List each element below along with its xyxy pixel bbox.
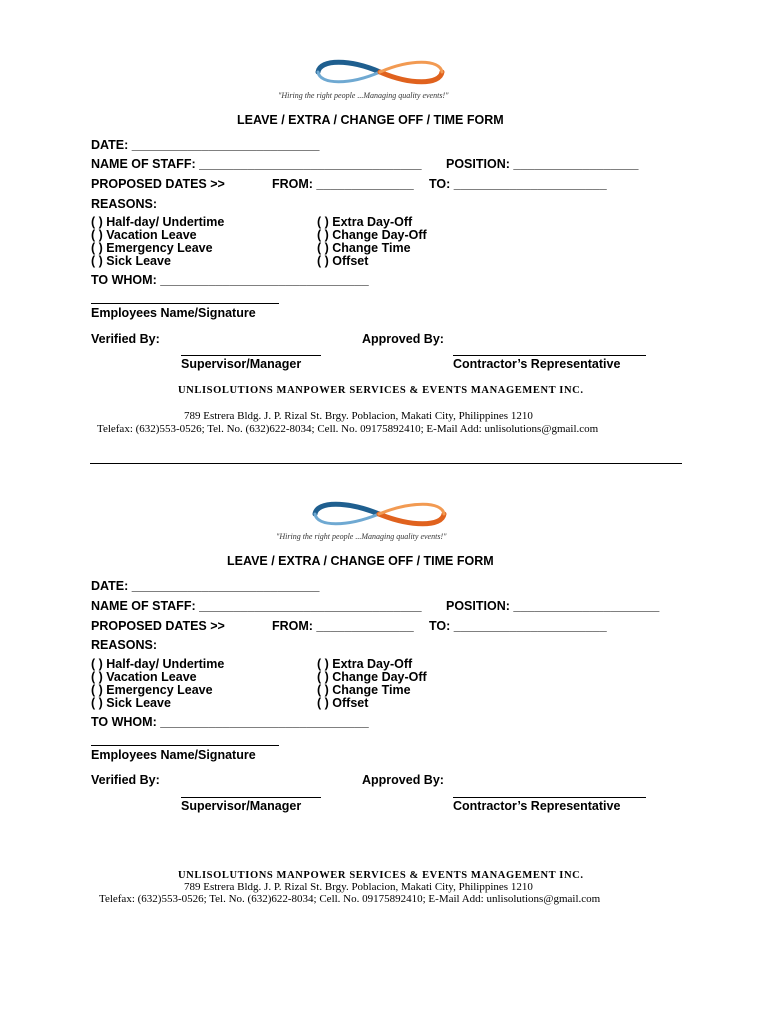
from-field[interactable]: FROM: ______________: [272, 619, 414, 633]
employee-signature-line[interactable]: [91, 303, 279, 304]
supervisor-signature-line[interactable]: [181, 355, 321, 356]
supervisor-label: Supervisor/Manager: [181, 799, 302, 813]
employee-signature-line[interactable]: [91, 745, 279, 746]
verified-by-label: Verified By:: [91, 773, 160, 787]
from-field[interactable]: FROM: ______________: [272, 177, 414, 191]
supervisor-signature-line[interactable]: [181, 797, 321, 798]
proposed-dates-label: PROPOSED DATES >>: [91, 619, 225, 633]
reason-checkbox-sick[interactable]: ( ) Sick Leave: [91, 696, 171, 710]
form-title: LEAVE / EXTRA / CHANGE OFF / TIME FORM: [227, 554, 494, 568]
name-of-staff-field[interactable]: NAME OF STAFF: ________________________________: [91, 157, 422, 171]
to-whom-field[interactable]: TO WHOM: ______________________________: [91, 273, 369, 287]
employee-signature-label: Employees Name/Signature: [91, 748, 256, 762]
tagline: "Hiring the right people ...Managing quality events!": [278, 91, 449, 100]
reason-checkbox-emergency[interactable]: ( ) Emergency Leave: [91, 241, 213, 255]
reason-checkbox-extra-dayoff[interactable]: ( ) Extra Day-Off: [317, 657, 413, 671]
reason-checkbox-extra-dayoff[interactable]: ( ) Extra Day-Off: [317, 215, 413, 229]
reason-checkbox-change-dayoff[interactable]: ( ) Change Day-Off: [317, 228, 427, 242]
reasons-label: REASONS:: [91, 638, 157, 652]
contractor-signature-line[interactable]: [453, 797, 646, 798]
position-field[interactable]: POSITION: __________________: [446, 157, 639, 171]
contractor-signature-line[interactable]: [453, 355, 646, 356]
approved-by-label: Approved By:: [362, 773, 444, 787]
company-contact: Telefax: (632)553-0526; Tel. No. (632)622-8034; Cell. No. 09175892410; E-Mail Add: unlisolutions@gmail.com: [99, 893, 601, 905]
proposed-dates-label: PROPOSED DATES >>: [91, 177, 225, 191]
leave-form-bottom: [0, 442, 770, 905]
verified-by-label: Verified By:: [91, 332, 160, 346]
contractor-label: Contractor’s Representative: [453, 799, 621, 813]
leave-form-top: [0, 0, 770, 460]
to-field[interactable]: TO: ______________________: [429, 619, 607, 633]
company-address: 789 Estrera Bldg. J. P. Rizal St. Brgy. Poblacion, Makati City, Philippines 1210: [184, 410, 533, 422]
reason-checkbox-sick[interactable]: ( ) Sick Leave: [91, 254, 171, 268]
to-field[interactable]: TO: ______________________: [429, 177, 607, 191]
reason-checkbox-offset[interactable]: ( ) Offset: [317, 696, 369, 710]
company-address: 789 Estrera Bldg. J. P. Rizal St. Brgy. Poblacion, Makati City, Philippines 1210: [184, 881, 533, 893]
reason-checkbox-change-dayoff[interactable]: ( ) Change Day-Off: [317, 670, 427, 684]
to-whom-field[interactable]: TO WHOM: ______________________________: [91, 715, 369, 729]
date-field[interactable]: DATE: ___________________________: [91, 579, 320, 593]
employee-signature-label: Employees Name/Signature: [91, 306, 256, 320]
tagline: "Hiring the right people ...Managing quality events!": [276, 532, 447, 541]
reason-checkbox-halfday[interactable]: ( ) Half-day/ Undertime: [91, 657, 225, 671]
reason-checkbox-change-time[interactable]: ( ) Change Time: [317, 241, 411, 255]
position-field[interactable]: POSITION: _____________________: [446, 599, 660, 613]
company-logo-icon: [307, 497, 452, 531]
reason-checkbox-change-time[interactable]: ( ) Change Time: [317, 683, 411, 697]
company-name: UNLISOLUTIONS MANPOWER SERVICES & EVENTS MANAGEMENT INC.: [178, 385, 584, 396]
supervisor-label: Supervisor/Manager: [181, 357, 302, 371]
company-contact: Telefax: (632)553-0526; Tel. No. (632)622-8034; Cell. No. 09175892410; E-Mail Add: unlisolutions@gmail.com: [97, 423, 599, 435]
contractor-label: Contractor’s Representative: [453, 357, 621, 371]
name-of-staff-field[interactable]: NAME OF STAFF: ________________________________: [91, 599, 422, 613]
reason-checkbox-halfday[interactable]: ( ) Half-day/ Undertime: [91, 215, 225, 229]
date-field[interactable]: DATE: ___________________________: [91, 138, 320, 152]
reason-checkbox-vacation[interactable]: ( ) Vacation Leave: [91, 228, 197, 242]
reason-checkbox-emergency[interactable]: ( ) Emergency Leave: [91, 683, 213, 697]
reasons-label: REASONS:: [91, 197, 157, 211]
company-logo-icon: [310, 55, 450, 89]
form-title: LEAVE / EXTRA / CHANGE OFF / TIME FORM: [237, 113, 504, 127]
approved-by-label: Approved By:: [362, 332, 444, 346]
company-name: UNLISOLUTIONS MANPOWER SERVICES & EVENTS MANAGEMENT INC.: [178, 870, 584, 881]
reason-checkbox-offset[interactable]: ( ) Offset: [317, 254, 369, 268]
reason-checkbox-vacation[interactable]: ( ) Vacation Leave: [91, 670, 197, 684]
